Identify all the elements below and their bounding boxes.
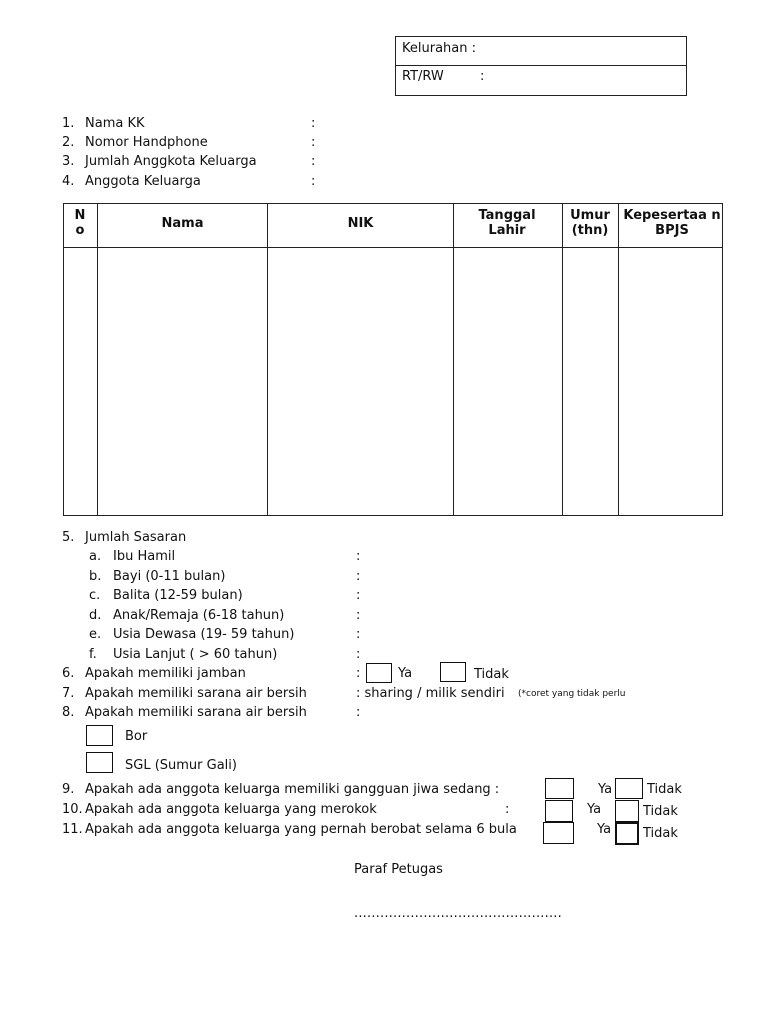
q7-answer: : sharing / milik sendiri: [356, 686, 505, 701]
table-header-no: N o: [74, 208, 86, 238]
q8-bor-checkbox[interactable]: [86, 725, 113, 746]
sasaran-letter: e.: [89, 627, 102, 642]
q6-ya-checkbox[interactable]: [366, 663, 392, 683]
q8-label: Apakah memiliki sarana air bersih: [85, 705, 307, 720]
sasaran-colon: :: [356, 608, 361, 623]
q8-bor-label: Bor: [125, 729, 148, 744]
q9-num: 9.: [62, 782, 75, 797]
table-col-divider: [562, 204, 563, 515]
field-colon: :: [311, 174, 316, 189]
q9-tidak-label: Tidak: [647, 782, 682, 797]
sasaran-colon: :: [356, 647, 361, 662]
field-num-4: 4.: [62, 174, 75, 189]
table-col-divider: [618, 204, 619, 515]
location-box: [395, 36, 687, 96]
table-header-umur: Umur (thn): [570, 208, 610, 238]
q6-ya-label: Ya: [398, 666, 413, 681]
q6-tidak-checkbox[interactable]: [440, 662, 466, 682]
q10-tidak-label: Tidak: [643, 804, 678, 819]
q10-num: 10.: [62, 802, 83, 817]
q10-ya-label: Ya: [587, 802, 602, 817]
q11-label: Apakah ada anggota keluarga yang pernah berobat selama 6 bula: [85, 822, 517, 837]
sasaran-colon: :: [356, 588, 361, 603]
field-num-3: 3.: [62, 154, 75, 169]
q11-num: 11.: [62, 822, 83, 837]
table-header-bpjs: Kepesertaa n BPJS: [623, 208, 721, 238]
q10-label: Apakah ada anggota keluarga yang merokok: [85, 802, 377, 817]
table-header-divider: [64, 247, 722, 248]
field-num-1: 1.: [62, 116, 75, 131]
q8-colon: :: [356, 705, 361, 720]
table-header-nik: NIK: [347, 216, 374, 231]
signature-label: Paraf Petugas: [354, 862, 443, 877]
field-colon: :: [311, 116, 316, 131]
sasaran-label-anak-remaja: Anak/Remaja (6-18 tahun): [113, 608, 285, 623]
field-label-jumlah-anggota: Jumlah Anggkota Keluarga: [85, 154, 257, 169]
sasaran-num: 5.: [62, 530, 75, 545]
field-label-nama-kk: Nama KK: [85, 116, 145, 131]
q8-sgl-label: SGL (Sumur Gali): [125, 758, 237, 773]
sasaran-letter: d.: [89, 608, 102, 623]
q9-label: Apakah ada anggota keluarga memiliki gangguan jiwa sedang :: [85, 782, 500, 797]
q7-label: Apakah memiliki sarana air bersih: [85, 686, 307, 701]
q8-num: 8.: [62, 705, 75, 720]
q9-ya-label: Ya: [598, 782, 613, 797]
table-header-tanggal-lahir: Tanggal Lahir: [478, 208, 536, 238]
q10-colon: :: [505, 802, 510, 817]
rtrw-label: RT/RW: [402, 69, 444, 84]
field-colon: :: [311, 135, 316, 150]
kelurahan-label: Kelurahan :: [402, 41, 476, 56]
sasaran-letter: f.: [89, 647, 97, 662]
table-col-divider: [453, 204, 454, 515]
table-col-divider: [97, 204, 98, 515]
sasaran-colon: :: [356, 549, 361, 564]
q11-tidak-checkbox[interactable]: [615, 822, 639, 845]
sasaran-label-bayi: Bayi (0-11 bulan): [113, 569, 226, 584]
table-col-divider: [267, 204, 268, 515]
q10-ya-checkbox[interactable]: [545, 800, 573, 822]
q9-tidak-checkbox[interactable]: [615, 778, 643, 799]
sasaran-letter: c.: [89, 588, 101, 603]
q6-num: 6.: [62, 666, 75, 681]
q11-ya-label: Ya: [597, 822, 612, 837]
sasaran-colon: :: [356, 569, 361, 584]
field-num-2: 2.: [62, 135, 75, 150]
field-label-anggota-keluarga: Anggota Keluarga: [85, 174, 201, 189]
location-box-divider: [396, 65, 686, 66]
q7-num: 7.: [62, 686, 75, 701]
q9-ya-checkbox[interactable]: [545, 778, 574, 799]
signature-line[interactable]: ................................................: [354, 906, 562, 921]
q6-colon: :: [356, 666, 361, 681]
sasaran-label-ibu-hamil: Ibu Hamil: [113, 549, 176, 564]
sasaran-label-usia-dewasa: Usia Dewasa (19- 59 tahun): [113, 627, 295, 642]
sasaran-title: Jumlah Sasaran: [85, 530, 187, 545]
q10-tidak-checkbox[interactable]: [615, 800, 639, 822]
sasaran-letter: b.: [89, 569, 102, 584]
field-label-nomor-handphone: Nomor Handphone: [85, 135, 208, 150]
q11-ya-checkbox[interactable]: [543, 822, 574, 844]
rtrw-colon: :: [480, 69, 485, 84]
q7-note: (*coret yang tidak perlu: [518, 689, 626, 699]
sasaran-label-usia-lanjut: Usia Lanjut ( > 60 tahun): [113, 647, 278, 662]
sasaran-label-balita: Balita (12-59 bulan): [113, 588, 243, 603]
table-header-nama: Nama: [161, 216, 204, 231]
q11-tidak-label: Tidak: [643, 826, 678, 841]
q8-sgl-checkbox[interactable]: [86, 752, 113, 773]
family-members-table: [63, 203, 723, 516]
sasaran-letter: a.: [89, 549, 102, 564]
sasaran-colon: :: [356, 627, 361, 642]
field-colon: :: [311, 154, 316, 169]
q6-tidak-label: Tidak: [474, 667, 509, 682]
q6-label: Apakah memiliki jamban: [85, 666, 246, 681]
